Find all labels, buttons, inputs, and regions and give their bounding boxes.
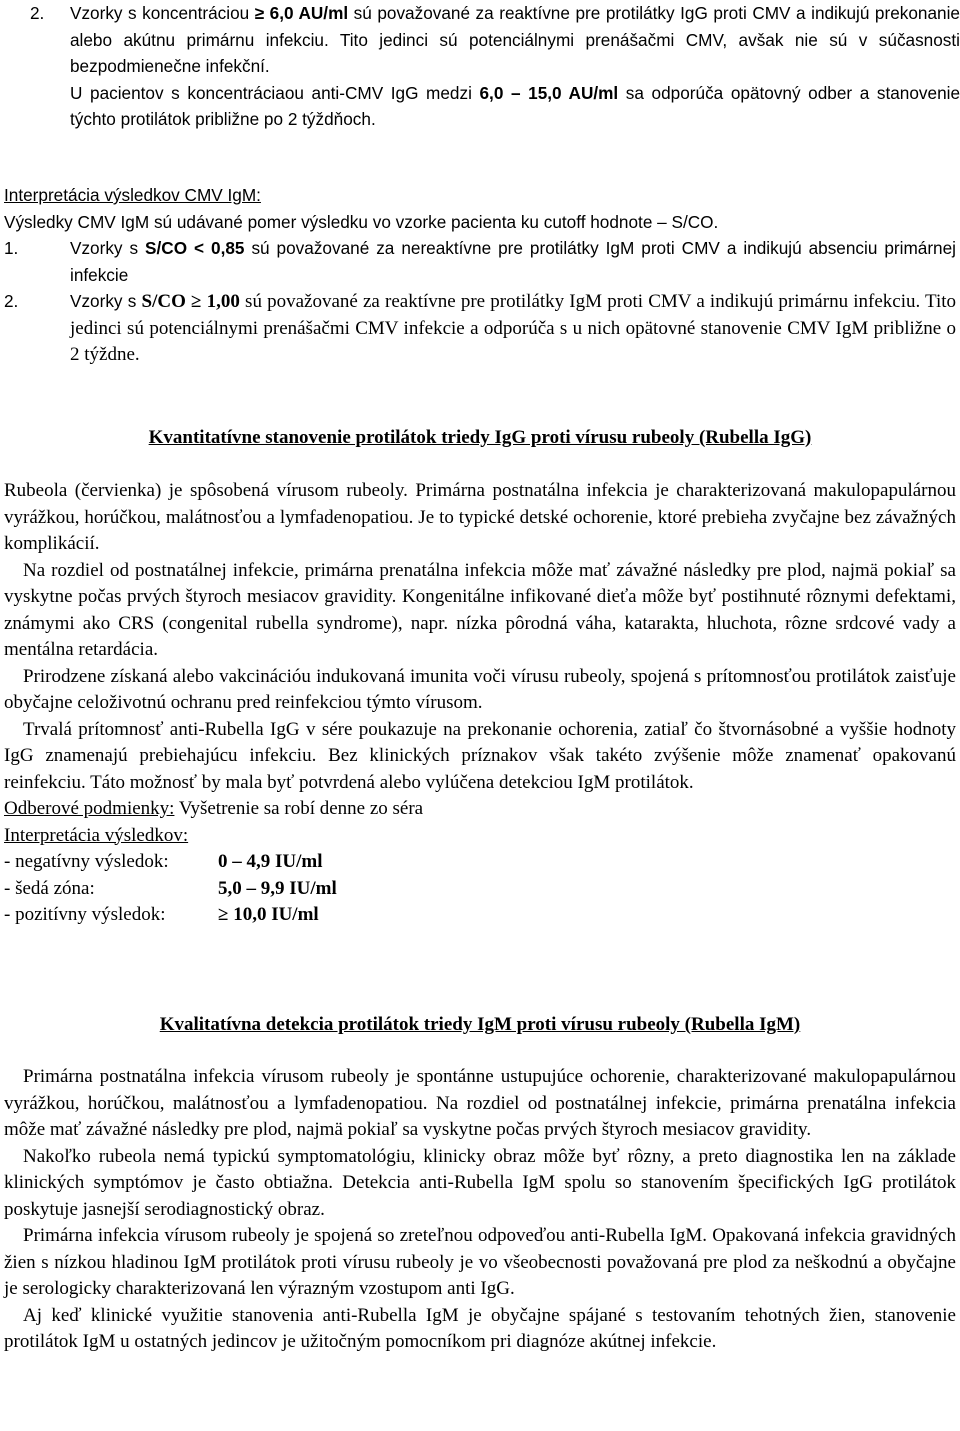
text-run: Vzorky s [70, 238, 146, 258]
result-label: - šedá zóna: [4, 877, 95, 899]
rubella-igg-heading: Kvantitatívne stanovenie protilátok triedy IgG proti vírusu rubeoly (Rubella IgG) [148, 427, 812, 448]
bold-value: 1,00 [201, 291, 240, 312]
result-row-positive [4, 902, 956, 929]
result-label: - negatívny výsledok: [4, 851, 169, 872]
bold-range: 6,0 – 15,0 AU/ml [479, 82, 619, 103]
section-title: Interpretácia výsledkov CMV IgM: [4, 185, 261, 205]
paragraph: Na rozdiel od postnatálnej infekcie, primárna prenatálna infekcia môže mať závažné následky pre plod, najmä pokiaľ sa vyskytne počas prvých štyroch mesiacov gravidity. Kongenitálne infikované dieťa môže byť postihnuté rôznymi defektami, známymi ako CRS (congenital rubella syndrome), napr. nízka pôrodná váha, katarakta, hluchota, rôzne srdcové vady a mentálna retardácia. [4, 559, 956, 660]
text-run: sa odporúča opätovný odber a stanovenie týchto protilátok približne po 2 týždňoch. [70, 82, 960, 129]
geq-symbol: ≥ [191, 291, 202, 312]
interpretation-label: Interpretácia výsledkov: [4, 824, 189, 846]
sampling-label: Odberové podmienky: [4, 798, 175, 819]
paragraph: Primárna postnatálna infekcia vírusom rubeoly je spontánne ustupujúce ochorenie, charakterizované makulopapulárnou vyrážkou, horúčkou, malátnosťou a lymfadenopatiou. Na rozdiel od postnatálnej infekcie, primárna prenatálna infekcia môže mať závažné následky pre plod, najmä pokiaľ sa vyskytne počas prvých štyroch mesiacov gravidity. [4, 1066, 956, 1140]
paragraph: Aj keď klinické využitie stanovenia anti-Rubella IgM je obyčajne spájané s testovaním tehotných žien, stanovenie protilátok IgM u ostatných jedincov je užitočným pomocníkom pri diagnóze akútnej infekcie. [4, 1304, 956, 1352]
result-value: 5,0 – 9,9 IU/ml [218, 877, 337, 899]
text-run: sú považované za nereaktívne pre protilátky IgM proti CMV a indikujú absenciu primárnej infekcie [70, 238, 956, 285]
cmv-igm-item-1 [4, 235, 956, 288]
list-number: 1. [4, 238, 19, 258]
rubella-igm-section [4, 1064, 956, 1356]
paragraph: Nakoľko rubeola nemá typickú symptomatológiu, klinicky obraz môže byť rôzny, a preto diagnostika len na základe klinických symptómov je často obtiažna. Detekcia anti-Rubella IgM spolu so stanovením špecifických IgG protilátok poskytuje jasnejší serodiagnostický obraz. [4, 1145, 956, 1220]
text-run: Vzorky s [70, 291, 142, 311]
result-row-gray-zone [4, 876, 956, 903]
text-run: Vzorky s koncentráciou [70, 3, 255, 23]
result-row-negative [4, 849, 956, 876]
bold-value: 6,0 AU/ml [264, 3, 349, 23]
cmv-igm-item-2 [4, 288, 956, 369]
rubella-igm-heading: Kvalitatívna detekcia protilátok triedy IgM proti vírusu rubeoly (Rubella IgM) [159, 1014, 801, 1035]
bold-value: S/CO < 0,85 [145, 238, 245, 258]
list-number: 2. [4, 291, 19, 311]
paragraph: Výsledky CMV IgM sú udávané pomer výsledku vo vzorke pacienta ku cutoff hodnote – S/CO. [4, 211, 719, 232]
text-run: sú považované za reaktívne pre protilátky IgG proti CMV a indikujú prekonanie alebo akútnu primárnu infekciu. Tito jedinci sú potenciálnymi prenášačmi CMV, avšak nie sú v súčasnosti bezpodmienečne infekční. [70, 3, 960, 76]
sampling-text: Vyšetrenie sa robí denne zo séra [174, 798, 424, 819]
text-run: sú považované za reaktívne pre protilátky IgM proti CMV a indikujú primárnu infekciu. Tito jedinci sú potenciálnymi prenášačmi CMV infekcie a odporúča s u nich opätovné stanovenie CMV IgM približne o 2 týždne. [70, 291, 957, 365]
text-run: U pacientov s koncentráciaou anti-CMV IgG medzi [70, 82, 480, 103]
geq-symbol: ≥ [254, 3, 265, 23]
result-value: 10,0 IU/ml [228, 904, 319, 925]
paragraph: Prirodzene získaná alebo vakcinációu indukovaná imunita voči vírusu rubeoly, spojená s prítomnosťou protilátok zaisťuje obyčajne celoživotnú ochranu pred reinfekciou týmto vírusom. [4, 665, 956, 713]
list-number: 2. [30, 3, 45, 23]
result-label: - pozitívny výsledok: [4, 904, 166, 925]
bold-value: S/CO [141, 291, 186, 312]
result-value: 0 – 4,9 IU/ml [218, 851, 323, 872]
paragraph: Rubeola (červienka) je spôsobená vírusom rubeoly. Primárna postnatálna infekcia je charakterizovaná makulopapulárnou vyrážkou, horúčkou, malátnosťou a lymfadenopatiou. Je to typické detské ochorenie, ktoré prebieha zvyčajne bez závažných komplikácií. [4, 480, 956, 554]
cmv-igg-item-2 [30, 0, 960, 133]
rubella-igg-section [4, 478, 956, 929]
paragraph: Primárna infekcia vírusom rubeoly je spojená so zreteľnou odpoveďou anti-Rubella IgM. Opakovaná infekcia gravidných žien s nízkou hladinou IgM protilátok proti vírusu rubeoly je vo všeobecnosti považovaná pre plod za neškodnú a obyčajne je serologicky charakterizovaná len výrazným vzostupom anti IgG. [4, 1225, 956, 1299]
cmv-igm-section [4, 182, 956, 369]
paragraph: Trvalá prítomnosť anti-Rubella IgG v sére poukazuje na prekonanie ochorenia, zatiaľ čo štvornásobné a vyššie hodnoty IgG znamenajú prebiehajúcu infekciu. Bez klinických príznakov však takéto zvýšenie môže znamenať opakovanú reinfekciu. Táto možnosť by mala byť potvrdená alebo vylúčena detekciou IgM protilátok. [4, 718, 956, 793]
geq-symbol: ≥ [218, 904, 229, 925]
